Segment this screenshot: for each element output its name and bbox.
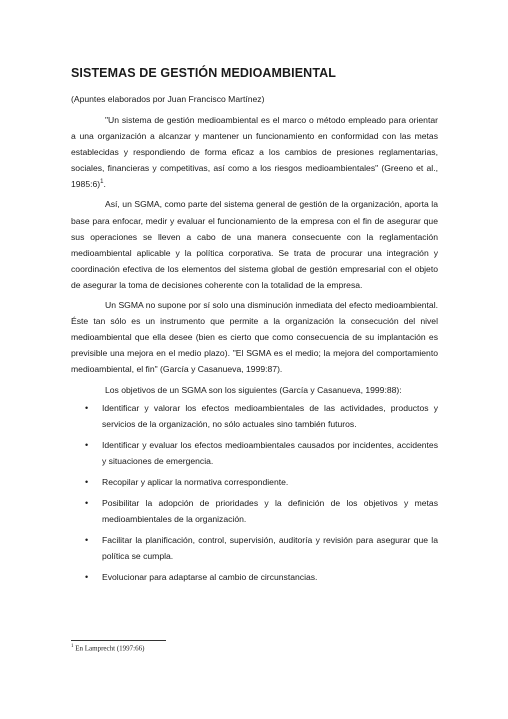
list-item: [71, 474, 438, 490]
list-item: [71, 437, 438, 469]
paragraph-sgma-instrument: Un SGMA no supone por sí solo una disminución inmediata del efecto medioambiental. Éste tan sólo es un instrumento que permite a la organización la consecución del nivel medioambiental que ella desee (bien es cierto que como consecuencia de su implantación es previsible una mejora en el medio plazo). "El SGMA es el medio; la mejora del comportamiento medioambiental, el fin" (García y Casanueva, 1999:87).: [71, 300, 438, 375]
bullet-icon: •: [85, 439, 89, 450]
list-item-text: Identificar y valorar los efectos medioambientales de las actividades, productos y servicios de la organización, no sólo actuales sino también futuros.: [102, 402, 438, 429]
list-item: [71, 532, 438, 564]
list-item-text: Posibilitar la adopción de prioridades y la definición de los objetivos y metas medioambientales de la organización.: [102, 498, 438, 525]
bullet-icon: •: [85, 498, 89, 509]
bullet-icon: •: [85, 402, 89, 413]
list-item-text: Recopilar y aplicar la normativa correspondiente.: [102, 476, 289, 487]
bullet-icon: •: [85, 535, 89, 546]
bullet-icon: •: [85, 476, 89, 487]
paragraph-objectives-intro: Los objetivos de un SGMA son los siguientes (García y Casanueva, 1999:88):: [105, 384, 402, 395]
paragraph-sgma-base: Así, un SGMA, como parte del sistema general de gestión de la organización, aporta la base para enfocar, medir y evaluar el funcionamiento de la empresa con el fin de asegurar que sus operaciones se lleven a cabo de una manera consecuente con la reglamentación medioambiental aplicable y la política corporativa. Se trata de procurar una integración y coordinación efectiva de los elementos del sistema global de gestión empresarial con el objeto de asegurar la toma de decisiones coherente con la totalidad de la empresa.: [71, 199, 438, 290]
footnote-divider: [71, 640, 166, 641]
paragraph-definition: [71, 112, 438, 192]
document-title: SISTEMAS DE GESTIÓN MEDIOAMBIENTAL: [71, 66, 336, 80]
paragraph-punctuation: .: [103, 179, 106, 190]
footnote: [71, 644, 144, 652]
list-item: [71, 400, 438, 432]
objectives-list: [71, 400, 438, 586]
footnote-reference[interactable]: 1: [100, 179, 104, 186]
list-item-text: Identificar y evaluar los efectos medioambientales causados por incidentes, accidentes y situaciones de emergencia.: [102, 439, 438, 466]
list-item: [71, 569, 438, 585]
list-item: [71, 495, 438, 527]
list-item-text: Evolucionar para adaptarse al cambio de circunstancias.: [102, 572, 318, 583]
footnote-text: En Lamprecht (1997:66): [75, 644, 145, 653]
document-subtitle: (Apuntes elaborados por Juan Francisco Martínez): [71, 94, 265, 104]
bullet-icon: •: [85, 572, 89, 583]
list-item-text: Facilitar la planificación, control, supervisión, auditoría y revisión para asegurar que la política se cumpla.: [102, 535, 438, 562]
document-body: [71, 112, 438, 591]
footnote-marker: 1: [71, 644, 74, 649]
paragraph-text: "Un sistema de gestión medioambiental es el marco o método empleado para orientar a una organización a alcanzar y mantener un funcionamiento en conformidad con las metas establecidas y respondiendo de forma eficaz a los cambios de presiones reglamentarias, sociales, financieras y competitivas, así como a los riesgos medioambientales" (Greeno et al., 1985:6): [71, 115, 438, 190]
